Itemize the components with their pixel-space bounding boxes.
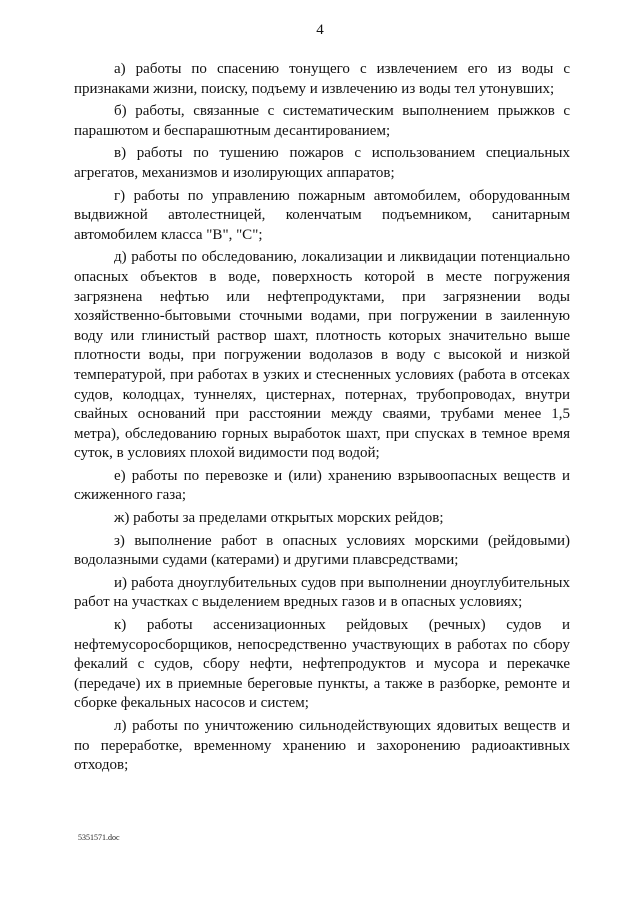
list-item-e: е) работы по перевозке и (или) хранению взрывоопасных веществ и сжиженного газа;	[74, 467, 570, 504]
list-item-zh: ж) работы за пределами открытых морских рейдов;	[114, 510, 444, 527]
file-name-footer: 5351571.doc	[78, 833, 120, 842]
list-item-d: д) работы по обследованию, локализации и ликвидации потенциально опасных объектов в воде, поверхность которой в месте погружения загрязнена нефтью или нефтепродуктами, при загрязнении воды хозяйственно-бытовыми сточными водами, при погружении в заиленную воду или глинистый раствор шахт, плотность которых значительно выше плотности воды, при погружении водолазов в воду с высокой и низкой температурой, при работах в узких и стесненных условиях (работа в отсеках судов, колодцах, туннелях, цистернах, потернах, трубопроводах, внутри свайных оснований при расстоянии между сваями, трубами менее 1,5 метра), обследованию горных выработок шахт, при спусках в темное время суток, в условиях плохой видимости под водой;	[74, 249, 570, 462]
list-item-i: и) работа дноуглубительных судов при выполнении дноуглубительных работ на участках с выделением вредных газов и в опасных условиях;	[74, 574, 570, 611]
list-item-g: г) работы по управлению пожарным автомобилем, оборудованным выдвижной автолестницей, коленчатым подъемником, санитарным автомобилем класса "В", "С";	[74, 187, 570, 243]
list-item-l: л) работы по уничтожению сильнодействующих ядовитых веществ и по переработке, временному хранению и захоронению радиоактивных отходов;	[74, 718, 570, 774]
list-item-v: в) работы по тушению пожаров с использованием специальных агрегатов, механизмов и изолирующих аппаратов;	[74, 145, 570, 181]
document-body	[74, 60, 570, 779]
list-item-a: а) работы по спасению тонущего с извлечением его из воды с признаками жизни, поиску, подъему и извлечению из воды тел утонувших;	[74, 61, 570, 97]
list-item-z: з) выполнение работ в опасных условиях морскими (рейдовыми) водолазными судами (катерами) и другими плавсредствами;	[74, 532, 570, 569]
list-item-k: к) работы ассенизационных рейдовых (речных) судов и нефтемусоросборщиков, непосредственно участвующих в работах по сбору фекалий с судов, сбору нефти, нефтепродуктов и мусора и перекачке (передаче) их в приемные береговые пункты, а также в разборке, ремонте и сборке фекальных насосов и систем;	[74, 617, 570, 712]
page-number: 4	[316, 22, 324, 38]
list-item-b: б) работы, связанные с систематическим выполнением прыжков с парашютом и беспарашютным десантированием;	[74, 103, 570, 139]
